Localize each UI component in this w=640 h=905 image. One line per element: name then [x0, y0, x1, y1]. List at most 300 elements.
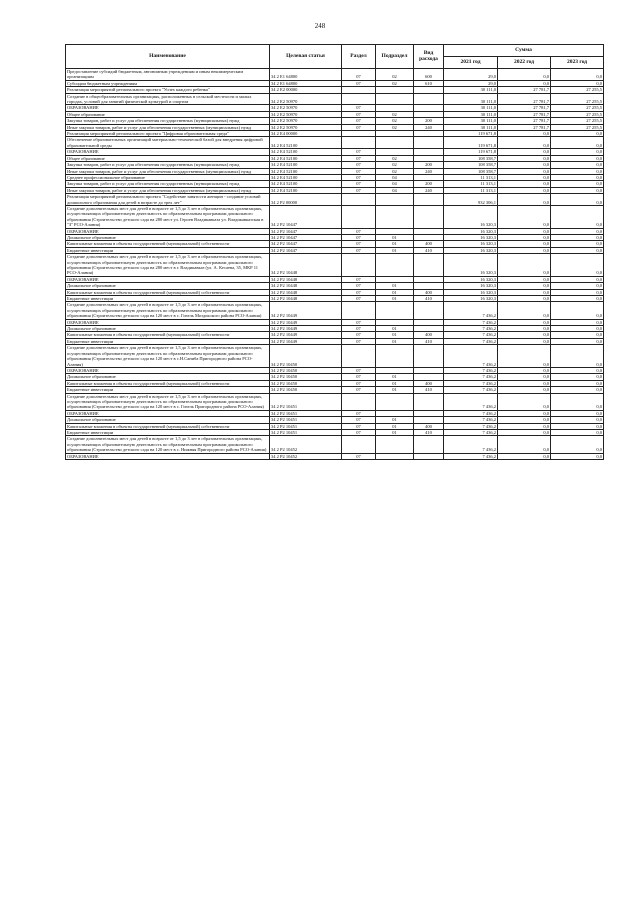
cell-sub	[376, 93, 414, 105]
table-row	[66, 205, 604, 228]
cell-name: Создание дополнительных мест для детей в возрасте от 1,5 до 3 лет в образовательных организациях, осуществляющих образовательную деятельность по образовательным программам дошкольного образования (Строительство детского сада на 120 мест в с. Нижняя Пригородного района РСО-Алания)	[66, 436, 270, 453]
cell-y3: 0,0	[551, 80, 604, 86]
cell-name: Реализация мероприятий регионального проекта "Содействие занятости женщин - создание условий дошкольного образования для детей в возрасте до трех лет"	[66, 194, 270, 206]
cell-sub: 04	[376, 187, 414, 193]
cell-y1: 7 436,2	[444, 453, 498, 459]
cell-code: 34 2 Е1 64800	[270, 69, 342, 81]
header-name: Наименование	[66, 45, 270, 69]
cell-y1: 30 111,0	[444, 124, 498, 130]
cell-vid	[414, 345, 444, 368]
cell-vid	[414, 302, 444, 319]
cell-y2: 0,0	[498, 319, 551, 325]
cell-name: Среднее профессиональное образование	[66, 174, 270, 180]
cell-sec: 07	[342, 453, 376, 459]
cell-y3: 0,0	[551, 137, 604, 149]
cell-y1: 30 111,0	[444, 111, 498, 117]
cell-name: Капитальные вложения в объекты государственной (муниципальной) собственности	[66, 423, 270, 429]
cell-sub: 01	[376, 429, 414, 435]
cell-y3: 0,0	[551, 453, 604, 459]
cell-sub: 01	[376, 234, 414, 240]
cell-code: 34 2 Р2 10449	[270, 302, 342, 319]
cell-sub: 01	[376, 241, 414, 247]
cell-y3: 0,0	[551, 417, 604, 423]
cell-sub: 02	[376, 168, 414, 174]
cell-y3: 0,0	[551, 319, 604, 325]
cell-code: 34 2 Е4 52100	[270, 155, 342, 161]
cell-y2: 27 781,7	[498, 124, 551, 130]
cell-y3: 0,0	[551, 276, 604, 282]
cell-y1: 30 111,0	[444, 87, 498, 93]
cell-y2: 0,0	[498, 155, 551, 161]
cell-sec: 07	[342, 319, 376, 325]
cell-sub: 01	[376, 247, 414, 253]
table-row	[66, 69, 604, 81]
cell-code: 34 2 Р2 00000	[270, 194, 342, 206]
cell-sub: 01	[376, 338, 414, 344]
cell-name: Дошкольное образование	[66, 234, 270, 240]
cell-y3: 0,0	[551, 174, 604, 180]
cell-code: 34 2 Е4 52100	[270, 162, 342, 168]
cell-y2: 0,0	[498, 436, 551, 453]
cell-y3: 0,0	[551, 429, 604, 435]
header-target: Целевая статья	[270, 45, 342, 69]
cell-code: 34 2 Р2 10451	[270, 423, 342, 429]
cell-sub: 02	[376, 69, 414, 81]
cell-y1: 108 358,7	[444, 162, 498, 168]
cell-vid: 410	[414, 296, 444, 302]
cell-y2: 0,0	[498, 247, 551, 253]
cell-y2: 0,0	[498, 187, 551, 193]
cell-y1: 932 306,1	[444, 194, 498, 206]
cell-sec: 07	[342, 181, 376, 187]
cell-y2: 27 781,7	[498, 111, 551, 117]
cell-name: Иные закупки товаров, работ и услуг для обеспечения государственных (муниципальных) нужд	[66, 187, 270, 193]
header-2022: 2022 год	[498, 57, 551, 69]
cell-code: 34 2 Р2 10449	[270, 338, 342, 344]
cell-name: ОБРАЗОВАНИЕ	[66, 276, 270, 282]
cell-y3: 0,0	[551, 254, 604, 277]
cell-code: 34 2 Е4 00000	[270, 131, 342, 137]
table-row	[66, 345, 604, 368]
cell-sub: 02	[376, 80, 414, 86]
cell-vid: 200	[414, 162, 444, 168]
cell-name: Создание дополнительных мест для детей в возрасте от 1,5 до 3 лет в образовательных организациях, осуществляющих образовательную деятельность по образовательным программам дошкольного образования (Строительство детского сада на 120 мест в с. Гизель Пригородного района РСО-Алания)	[66, 393, 270, 410]
cell-y2: 0,0	[498, 162, 551, 168]
cell-name: Закупка товаров, работ и услуг для обеспечения государственных (муниципальных) нужд	[66, 162, 270, 168]
cell-y2: 0,0	[498, 80, 551, 86]
cell-code: 34 2 Е2 50970	[270, 105, 342, 111]
cell-y1: 16 320,3	[444, 205, 498, 228]
cell-vid	[414, 393, 444, 410]
header-type: Вид расхода	[414, 45, 444, 69]
cell-name: Создание дополнительных мест для детей в возрасте от 1,5 до 3 лет в образовательных организациях, осуществляющих образовательную деятельность по образовательным программам дошкольного образования (Строительство детского сада на 280 мест в г. Владикавказ (ул. А. Кесаева, 35, МКР 11 РСО-Алания)	[66, 254, 270, 277]
cell-code: 34 2 Е4 52100	[270, 174, 342, 180]
budget-table	[65, 44, 604, 460]
cell-y2: 0,0	[498, 367, 551, 373]
cell-y2: 0,0	[498, 289, 551, 295]
cell-name: Закупка товаров, работ и услуг для обеспечения государственных (муниципальных) нужд	[66, 181, 270, 187]
cell-y2: 0,0	[498, 423, 551, 429]
cell-y1: 7 436,2	[444, 319, 498, 325]
table-row	[66, 194, 604, 206]
cell-y1: 7 436,2	[444, 302, 498, 319]
cell-sub	[376, 205, 414, 228]
cell-y2: 0,0	[498, 254, 551, 277]
cell-y1: 30 111,0	[444, 93, 498, 105]
cell-y3: 0,0	[551, 69, 604, 81]
cell-sec: 07	[342, 283, 376, 289]
cell-vid: 610	[414, 80, 444, 86]
cell-y1: 29,0	[444, 69, 498, 81]
cell-vid: 240	[414, 168, 444, 174]
cell-code: 34 2 Р2 10447	[270, 247, 342, 253]
cell-y2: 0,0	[498, 276, 551, 282]
cell-y1: 7 436,2	[444, 345, 498, 368]
table-row	[66, 254, 604, 277]
cell-vid	[414, 205, 444, 228]
cell-sub: 01	[376, 326, 414, 332]
cell-sec: 07	[342, 168, 376, 174]
cell-y3: 0,0	[551, 247, 604, 253]
cell-y1: 7 436,2	[444, 332, 498, 338]
cell-y1: 108 358,7	[444, 168, 498, 174]
cell-y3: 0,0	[551, 436, 604, 453]
cell-code: 34 2 Р2 10448	[270, 254, 342, 277]
cell-y3: 27 255,5	[551, 105, 604, 111]
cell-y3: 0,0	[551, 423, 604, 429]
cell-y3: 0,0	[551, 410, 604, 416]
cell-y3: 0,0	[551, 187, 604, 193]
cell-y1: 7 436,2	[444, 429, 498, 435]
cell-sec: 07	[342, 118, 376, 124]
cell-y3: 0,0	[551, 296, 604, 302]
cell-name: Иные закупки товаров, работ и услуг для обеспечения государственных (муниципальных) нужд	[66, 124, 270, 130]
cell-name: Создание в общеобразовательных организациях, расположенных в сельской местности и малых городах, условий для занятий физической культурой и спортом	[66, 93, 270, 105]
cell-y2: 0,0	[498, 387, 551, 393]
cell-y3: 0,0	[551, 168, 604, 174]
cell-y1: 30 111,0	[444, 118, 498, 124]
cell-y1: 7 436,2	[444, 374, 498, 380]
cell-y2: 0,0	[498, 168, 551, 174]
cell-sec	[342, 254, 376, 277]
cell-vid: 400	[414, 423, 444, 429]
cell-name: Бюджетные инвестиции	[66, 296, 270, 302]
cell-y1: 16 320,3	[444, 283, 498, 289]
cell-code: 34 2 Р2 10448	[270, 296, 342, 302]
cell-code: 34 2 Е2 50970	[270, 124, 342, 130]
cell-sub	[376, 393, 414, 410]
cell-vid	[414, 436, 444, 453]
header-subsection: Подраздел	[376, 45, 414, 69]
cell-y2: 0,0	[498, 181, 551, 187]
cell-sec: 07	[342, 124, 376, 130]
cell-y3: 0,0	[551, 332, 604, 338]
cell-y1: 7 436,2	[444, 387, 498, 393]
cell-y3: 0,0	[551, 302, 604, 319]
cell-sub: 02	[376, 118, 414, 124]
cell-y2: 27 781,7	[498, 105, 551, 111]
cell-y1: 30 111,0	[444, 105, 498, 111]
cell-name: ОБРАЗОВАНИЕ	[66, 367, 270, 373]
cell-name: Капитальные вложения в объекты государственной (муниципальной) собственности	[66, 289, 270, 295]
cell-y3: 0,0	[551, 228, 604, 234]
cell-y2: 27 781,7	[498, 87, 551, 93]
cell-sec	[342, 137, 376, 149]
cell-sec: 07	[342, 247, 376, 253]
cell-y1: 11 313,1	[444, 181, 498, 187]
cell-sub: 01	[376, 283, 414, 289]
cell-y2: 0,0	[498, 326, 551, 332]
cell-y2: 0,0	[498, 429, 551, 435]
cell-name: ОБРАЗОВАНИЕ	[66, 319, 270, 325]
cell-vid: 600	[414, 69, 444, 81]
cell-y2: 0,0	[498, 302, 551, 319]
cell-y3: 0,0	[551, 241, 604, 247]
cell-name: ОБРАЗОВАНИЕ	[66, 228, 270, 234]
cell-y3: 0,0	[551, 283, 604, 289]
cell-y1: 11 313,1	[444, 174, 498, 180]
cell-name: Общее образование	[66, 155, 270, 161]
cell-y1: 7 436,2	[444, 338, 498, 344]
cell-code: 34 2 Е2 50970	[270, 111, 342, 117]
cell-sub: 04	[376, 174, 414, 180]
cell-code: 34 2 Е4 52100	[270, 168, 342, 174]
cell-sec: 07	[342, 276, 376, 282]
cell-code: 34 2 Р2 10451	[270, 410, 342, 416]
cell-code: 34 2 Р2 10449	[270, 332, 342, 338]
cell-code: 34 2 Р2 10450	[270, 387, 342, 393]
cell-y3: 0,0	[551, 289, 604, 295]
cell-sub: 01	[376, 374, 414, 380]
cell-name: Создание дополнительных мест для детей в возрасте от 1,5 до 3 лет в образовательных организациях, осуществляющих образовательную деятельность по образовательным программам дошкольного образования (Строительство детского сада на 280 мест ул. Героев Владикавказа ул. Владикавказская в "З" РСО-Алания)	[66, 205, 270, 228]
cell-y2: 0,0	[498, 338, 551, 344]
cell-name: Реализация мероприятий регионального проекта "Успех каждого ребенка"	[66, 87, 270, 93]
cell-y2: 0,0	[498, 228, 551, 234]
cell-sub: 01	[376, 289, 414, 295]
cell-vid: 400	[414, 241, 444, 247]
cell-vid	[414, 254, 444, 277]
cell-name: ОБРАЗОВАНИЕ	[66, 105, 270, 111]
cell-sub: 01	[376, 296, 414, 302]
cell-y2: 0,0	[498, 205, 551, 228]
cell-y2: 0,0	[498, 296, 551, 302]
cell-name: Обеспечение образовательных организаций материально-технической базой для внедрения цифровой образовательной среды	[66, 137, 270, 149]
cell-y2: 0,0	[498, 69, 551, 81]
cell-code: 34 2 Е4 52100	[270, 187, 342, 193]
cell-sec	[342, 436, 376, 453]
cell-code: 34 2 Е4 52100	[270, 181, 342, 187]
cell-name: Создание дополнительных мест для детей в возрасте от 1,5 до 3 лет в образовательных организациях, осуществляющих образовательную деятельность по образовательным программам дошкольного образования (Строительство детского сада на 120 мест в с. Гизель Моздокского района РСО-Алания)	[66, 302, 270, 319]
cell-sec	[342, 393, 376, 410]
cell-vid: 200	[414, 118, 444, 124]
cell-code: 34 2 Е2 50970	[270, 118, 342, 124]
cell-name: Реализация мероприятий регионального проекта "Цифровая образовательная среда"	[66, 131, 270, 137]
table-row	[66, 453, 604, 459]
cell-sec: 07	[342, 380, 376, 386]
cell-sec: 07	[342, 296, 376, 302]
cell-code: 34 2 Р2 10452	[270, 436, 342, 453]
cell-y1: 7 436,2	[444, 326, 498, 332]
cell-sec: 07	[342, 374, 376, 380]
cell-code: 34 2 Р2 10450	[270, 374, 342, 380]
cell-code: 34 2 Р2 10447	[270, 228, 342, 234]
cell-y3: 0,0	[551, 194, 604, 206]
cell-code: 34 2 Е2 50970	[270, 93, 342, 105]
cell-name: Закупка товаров, работ и услуг для обеспечения государственных (муниципальных) нужд	[66, 118, 270, 124]
cell-code: 34 2 Р2 10449	[270, 326, 342, 332]
cell-y1: 16 320,3	[444, 247, 498, 253]
cell-y1: 108 358,7	[444, 155, 498, 161]
cell-y1: 16 320,3	[444, 228, 498, 234]
table-row	[66, 93, 604, 105]
cell-y3: 0,0	[551, 181, 604, 187]
cell-name: Субсидии бюджетным учреждениям	[66, 80, 270, 86]
cell-sec: 07	[342, 149, 376, 155]
cell-sub	[376, 254, 414, 277]
cell-sub	[376, 436, 414, 453]
cell-sub: 04	[376, 181, 414, 187]
cell-y2: 0,0	[498, 174, 551, 180]
cell-y3: 27 255,5	[551, 87, 604, 93]
cell-y1: 16 320,3	[444, 234, 498, 240]
cell-sec: 07	[342, 326, 376, 332]
cell-y2: 0,0	[498, 131, 551, 137]
cell-y3: 0,0	[551, 374, 604, 380]
cell-y1: 7 436,2	[444, 417, 498, 423]
cell-code: 34 2 Р2 10448	[270, 276, 342, 282]
cell-y3: 0,0	[551, 131, 604, 137]
cell-vid: 410	[414, 429, 444, 435]
cell-name: Иные закупки товаров, работ и услуг для обеспечения государственных (муниципальных) нужд	[66, 168, 270, 174]
cell-sub: 02	[376, 111, 414, 117]
cell-y2: 0,0	[498, 283, 551, 289]
cell-sub: 01	[376, 423, 414, 429]
cell-sub: 02	[376, 155, 414, 161]
cell-y2: 0,0	[498, 194, 551, 206]
cell-y1: 16 320,3	[444, 296, 498, 302]
cell-y1: 29,0	[444, 80, 498, 86]
cell-sec: 07	[342, 289, 376, 295]
cell-name: Капитальные вложения в объекты государственной (муниципальной) собственности	[66, 332, 270, 338]
cell-vid	[414, 453, 444, 459]
cell-y3: 0,0	[551, 393, 604, 410]
cell-sec: 07	[342, 111, 376, 117]
cell-sub	[376, 137, 414, 149]
cell-sec: 07	[342, 105, 376, 111]
cell-sub	[376, 345, 414, 368]
cell-y3: 0,0	[551, 345, 604, 368]
cell-vid: 410	[414, 387, 444, 393]
cell-y1: 119 671,8	[444, 137, 498, 149]
cell-sub: 01	[376, 332, 414, 338]
cell-y1: 16 320,3	[444, 241, 498, 247]
cell-sub	[376, 302, 414, 319]
cell-sec: 07	[342, 80, 376, 86]
cell-code: 34 2 Р2 10447	[270, 241, 342, 247]
cell-y2: 0,0	[498, 374, 551, 380]
cell-y2: 27 781,7	[498, 118, 551, 124]
cell-y1: 7 436,2	[444, 380, 498, 386]
cell-name: Бюджетные инвестиции	[66, 247, 270, 253]
cell-sec: 07	[342, 387, 376, 393]
cell-sub: 01	[376, 387, 414, 393]
cell-sec: 07	[342, 162, 376, 168]
cell-y1: 7 436,2	[444, 423, 498, 429]
cell-sub: 01	[376, 380, 414, 386]
cell-code: 34 2 Р2 10449	[270, 319, 342, 325]
cell-name: ОБРАЗОВАНИЕ	[66, 149, 270, 155]
table-body	[66, 69, 604, 460]
cell-sec: 07	[342, 417, 376, 423]
cell-y2: 0,0	[498, 137, 551, 149]
cell-code: 34 2 Е1 64800	[270, 80, 342, 86]
cell-y2: 0,0	[498, 332, 551, 338]
cell-y2: 0,0	[498, 149, 551, 155]
cell-name: Бюджетные инвестиции	[66, 429, 270, 435]
header-2021: 2021 год	[444, 57, 498, 69]
cell-name: Капитальные вложения в объекты государственной (муниципальной) собственности	[66, 380, 270, 386]
cell-name: Бюджетные инвестиции	[66, 387, 270, 393]
cell-code: 34 2 Р2 10450	[270, 367, 342, 373]
cell-y2: 0,0	[498, 417, 551, 423]
cell-name: ОБРАЗОВАНИЕ	[66, 453, 270, 459]
cell-sec	[342, 205, 376, 228]
cell-name: Капитальные вложения в объекты государственной (муниципальной) собственности	[66, 241, 270, 247]
cell-name: Дошкольное образование	[66, 283, 270, 289]
cell-y3: 0,0	[551, 367, 604, 373]
header-sum: Сумма	[444, 45, 604, 57]
cell-y1: 119 671,8	[444, 131, 498, 137]
cell-vid	[414, 137, 444, 149]
cell-code: 34 2 Р2 10448	[270, 283, 342, 289]
cell-y3: 0,0	[551, 234, 604, 240]
cell-vid: 400	[414, 289, 444, 295]
cell-vid: 400	[414, 332, 444, 338]
cell-y3: 27 255,5	[551, 124, 604, 130]
cell-vid: 410	[414, 247, 444, 253]
cell-code: 34 2 Р2 10451	[270, 417, 342, 423]
cell-name: Дошкольное образование	[66, 326, 270, 332]
table-row	[66, 302, 604, 319]
cell-y2: 0,0	[498, 345, 551, 368]
cell-code: 34 2 Р2 10448	[270, 289, 342, 295]
cell-y1: 7 436,2	[444, 367, 498, 373]
cell-y2: 27 781,7	[498, 93, 551, 105]
cell-sub	[376, 194, 414, 206]
cell-y3: 27 255,5	[551, 111, 604, 117]
cell-y1: 11 313,1	[444, 187, 498, 193]
cell-code: 34 2 Р2 10452	[270, 453, 342, 459]
cell-y3: 0,0	[551, 205, 604, 228]
cell-code: 34 2 Е2 00000	[270, 87, 342, 93]
cell-y2: 0,0	[498, 380, 551, 386]
header-2023: 2023 год	[551, 57, 604, 69]
cell-sub	[376, 453, 414, 459]
cell-code: 34 2 Р2 10450	[270, 380, 342, 386]
cell-y3: 0,0	[551, 149, 604, 155]
cell-sec: 07	[342, 429, 376, 435]
cell-name: Общее образование	[66, 111, 270, 117]
cell-code: 34 2 Р2 10451	[270, 393, 342, 410]
cell-sec: 07	[342, 69, 376, 81]
cell-name: Дошкольное образование	[66, 374, 270, 380]
cell-sec: 07	[342, 367, 376, 373]
cell-y3: 0,0	[551, 155, 604, 161]
cell-sec: 07	[342, 174, 376, 180]
cell-y3: 0,0	[551, 338, 604, 344]
cell-y3: 27 255,5	[551, 118, 604, 124]
cell-y2: 0,0	[498, 393, 551, 410]
